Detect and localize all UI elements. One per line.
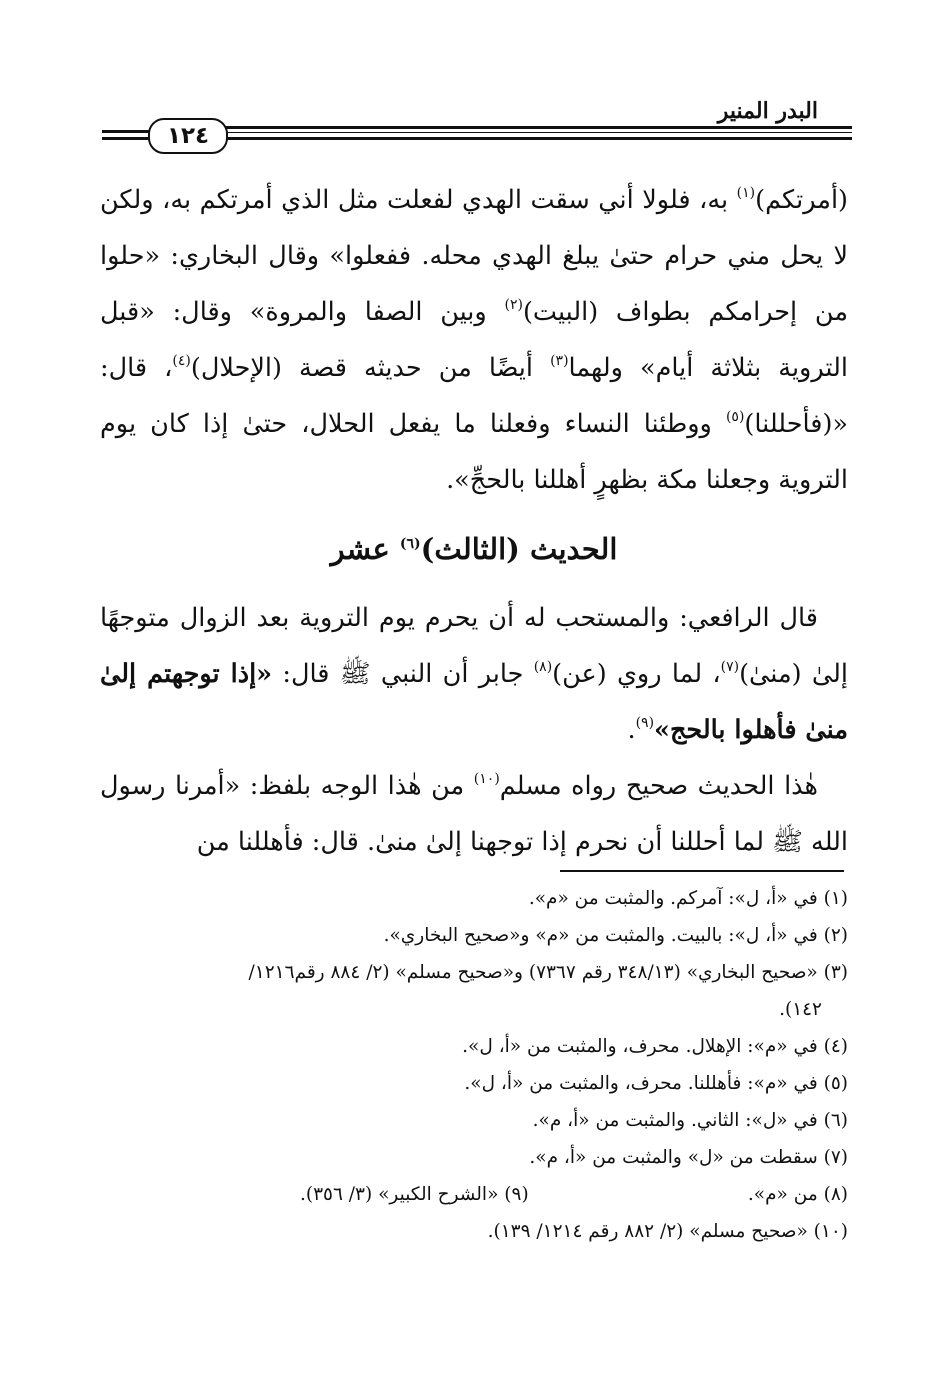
text-run: أيضًا من حديثه قصة (الإحلال) — [190, 353, 551, 383]
footnote-ref-5: (٥) — [725, 409, 745, 425]
running-head-title: البدر المنير — [717, 98, 818, 124]
footnotes — [100, 880, 848, 1250]
heading-text: الحديث (الثالث) — [420, 532, 618, 566]
footnote-6: (٦) في «ل»: الثاني. والمثبت من «أ، م». — [532, 1110, 848, 1131]
paragraph-3 — [100, 758, 848, 870]
text-run: وبين الصفا والمروة» وقال: «قبل التروية بثلاثة أيام» ولهما — [100, 297, 848, 383]
footnote-separator — [560, 870, 844, 872]
text-run: ووطئنا النساء وفعلنا ما يفعل الحلال، حتىٰ إذا كان يوم التروية وجعلنا مكة بظهرٍ أهللنا بالحجِّ». — [100, 409, 848, 495]
header-rule-middle — [216, 132, 852, 133]
footnote-9: (٩) «الشرح الكبير» (٣/ ٣٥٦). — [300, 1184, 529, 1205]
hadith-quote: «إذا توجهتم إلىٰ منىٰ فأهلوا بالحج» — [100, 659, 848, 745]
footnote-ref-2: (٢) — [504, 297, 523, 313]
footnote-8: (٨) من «م». — [747, 1184, 848, 1205]
footnote-row-8-9 — [100, 1176, 848, 1213]
hadith-heading — [100, 508, 848, 590]
page-number-rule-bottom — [102, 137, 150, 140]
footnote-4: (٤) في «م»: الإهلال. محرف، والمثبت من «أ، ل». — [462, 1036, 848, 1057]
page-number-rule-top — [102, 130, 150, 133]
text-run: هٰذا الحديث صحيح رواه مسلم — [499, 771, 818, 801]
footnote-10: (١٠) «صحيح مسلم» (٢/ ٨٨٢ رقم ١٢١٤/ ١٣٩). — [487, 1221, 848, 1242]
text-run: (أمرتكم) — [755, 185, 848, 215]
text-run: ، لما روي (عن) — [552, 659, 721, 689]
header-rule-top — [216, 126, 852, 129]
text-run: به، فلولا أني سقت الهدي لفعلت مثل الذي أمرتكم به، ولكن لا يحل مني حرام حتىٰ يبلغ الهدي محله. ففعلوا» وقال البخاري: «حلوا من إحرامكم بطواف (البيت) — [100, 185, 848, 327]
text-run: قال الرافعي: والمستحب له أن يحرم يوم التروية بعد الزوال متوجهًا إلىٰ (منىٰ) — [100, 603, 848, 689]
footnote-3: (٣) «صحيح البخاري» (٣٤٨/١٣ رقم ٧٣٦٧) و«صحيح مسلم» (٢/ ٨٨٤ رقم١٢١٦/ — [248, 962, 848, 983]
text-run: . — [627, 715, 636, 745]
footnote-1: (١) في «أ، ل»: آمركم. والمثبت من «م». — [528, 888, 848, 909]
main-text — [100, 172, 848, 870]
footnote-5: (٥) في «م»: فأهللنا. محرف، والمثبت من «أ، ل». — [464, 1073, 848, 1094]
page-header — [96, 98, 852, 158]
paragraph-1 — [100, 172, 848, 508]
footnote-ref-9: (٩) — [635, 715, 655, 731]
footnote-ref-6: (٦) — [399, 536, 421, 552]
footnote-ref-3: (٣) — [550, 353, 569, 369]
footnote-ref-7: (٧) — [720, 659, 740, 675]
footnote-2: (٢) في «أ، ل»: بالبيت. والمثبت من «م» و«صحيح البخاري». — [383, 925, 848, 946]
paragraph-2 — [100, 590, 848, 758]
text-run: جابر أن النبي ﷺ قال: — [272, 659, 534, 689]
text-run: من هٰذا الوجه بلفظ: «أمرنا رسول الله ﷺ لما أحللنا أن نحرم إذا توجهنا إلىٰ منىٰ. قال: فأهللنا من — [100, 771, 848, 857]
text-run: ، قال: «(فأحللنا) — [100, 353, 848, 439]
page-number: ١٢٤ — [148, 118, 228, 154]
footnote-7: (٧) سقطت من «ل» والمثبت من «أ، م». — [529, 1147, 848, 1168]
footnote-ref-4: (٤) — [172, 353, 191, 369]
header-rule-bottom — [216, 137, 852, 140]
footnote-ref-8: (٨) — [533, 659, 553, 675]
heading-text: عشر — [330, 532, 400, 566]
footnote-ref-10: (١٠) — [473, 771, 500, 787]
footnote-3-continued: ١٤٢). — [779, 999, 822, 1020]
footnote-ref-1: (١) — [736, 185, 756, 201]
